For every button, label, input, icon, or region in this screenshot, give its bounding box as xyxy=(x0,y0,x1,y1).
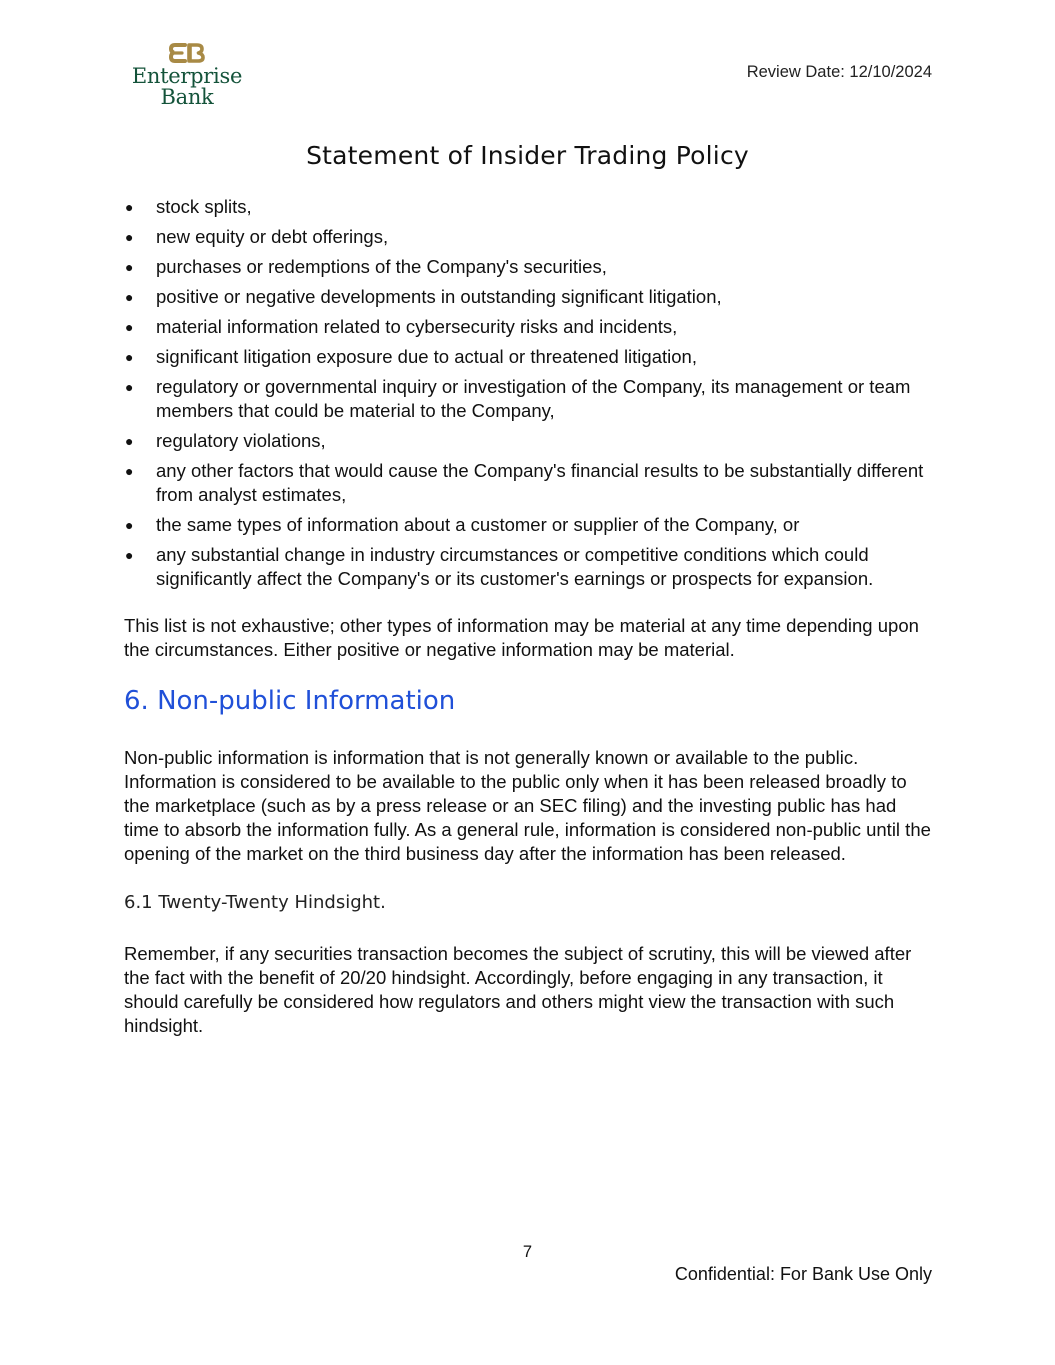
bullet-icon: ● xyxy=(125,433,134,449)
list-item-text: material information related to cybersecurity risks and incidents, xyxy=(156,316,678,337)
list-item-text: any other factors that would cause the Company's financial results to be substantially different from analyst estimates, xyxy=(156,460,924,505)
list-item-text: regulatory violations, xyxy=(156,430,326,451)
bullet-icon: ● xyxy=(125,379,134,395)
section-6-1-heading: 6.1 Twenty-Twenty Hindsight. xyxy=(124,892,386,913)
list-item xyxy=(124,513,936,537)
list-note-paragraph: This list is not exhaustive; other types of information may be material at any time depending upon the circumstances. Either positive or negative information may be material. xyxy=(124,615,919,660)
list-item-text: stock splits, xyxy=(156,196,252,217)
section-6-heading: 6. Non-public Information xyxy=(124,686,456,716)
list-item xyxy=(124,315,936,339)
list-item xyxy=(124,543,936,591)
logo-text-line2: Bank xyxy=(160,85,214,109)
list-item-text: significant litigation exposure due to actual or threatened litigation, xyxy=(156,346,697,367)
list-item xyxy=(124,459,936,507)
list-item-text: positive or negative developments in outstanding significant litigation, xyxy=(156,286,722,307)
bullet-icon: ● xyxy=(125,199,134,215)
list-item xyxy=(124,345,936,369)
document-title: Statement of Insider Trading Policy xyxy=(306,141,749,170)
logo-mark-icon xyxy=(169,42,205,64)
list-item xyxy=(124,429,936,453)
bullet-icon: ● xyxy=(125,259,134,275)
page-content xyxy=(124,195,936,1038)
list-item-text: any substantial change in industry circumstances or competitive conditions which could significantly affect the Company's or its customer's earnings or prospects for expansion. xyxy=(156,544,874,589)
material-information-list xyxy=(124,195,936,591)
bullet-icon: ● xyxy=(125,229,134,245)
list-item xyxy=(124,285,936,309)
section-6-1-body: Remember, if any securities transaction becomes the subject of scrutiny, this will be viewed after the fact with the benefit of 20/20 hindsight. Accordingly, before engaging in any transaction, it should carefully be considered how regulators and others might view the transaction with such hindsight. xyxy=(124,943,912,1036)
bullet-icon: ● xyxy=(125,349,134,365)
list-item xyxy=(124,195,936,219)
list-item-text: purchases or redemptions of the Company's securities, xyxy=(156,256,607,277)
list-item xyxy=(124,375,936,423)
list-item xyxy=(124,225,936,249)
bullet-icon: ● xyxy=(125,517,134,533)
list-item-text: new equity or debt offerings, xyxy=(156,226,389,247)
list-item-text: the same types of information about a customer or supplier of the Company, or xyxy=(156,514,800,535)
logo-text-line1: Enterprise xyxy=(131,64,243,88)
bullet-icon: ● xyxy=(125,319,134,335)
confidential-notice: Confidential: For Bank Use Only xyxy=(674,1264,932,1284)
list-item xyxy=(124,255,936,279)
bullet-icon: ● xyxy=(125,463,134,479)
bullet-icon: ● xyxy=(125,547,134,563)
bullet-icon: ● xyxy=(125,289,134,305)
list-item-text: regulatory or governmental inquiry or investigation of the Company, its management or team members that could be material to the Company, xyxy=(156,376,911,421)
review-date: Review Date: 12/10/2024 xyxy=(746,63,932,81)
page-number: 7 xyxy=(522,1243,533,1261)
enterprise-bank-logo xyxy=(128,42,246,108)
section-6-body: Non-public information is information that is not generally known or available to the public. Information is considered to be available to the public only when it has been released broadly to the marketplace (such as by a press release or an SEC filing) and the investing public has had time to absorb the information fully. As a general rule, information is considered non-public until the opening of the market on the third business day after the information has been released. xyxy=(124,747,931,864)
